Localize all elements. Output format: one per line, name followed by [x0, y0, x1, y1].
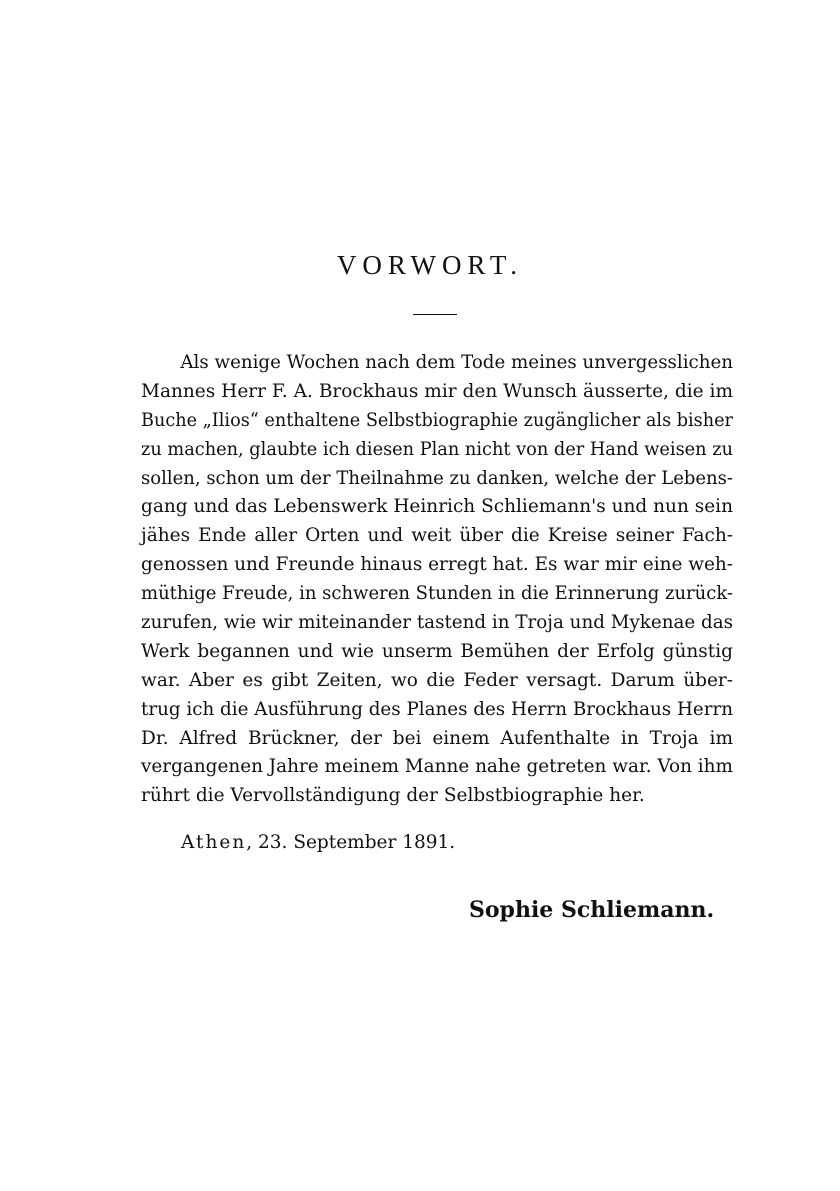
title-divider — [413, 314, 457, 315]
signature: Sophie Schliemann. — [469, 897, 715, 923]
paragraph-line: zurufen, wie wir miteinander tastend in Troja und Mykenae das — [141, 612, 733, 634]
paragraph-line: vergangenen Jahre meinem Manne nahe getreten war. Von ihm — [141, 756, 733, 778]
place-date — [181, 829, 455, 857]
preface-paragraph — [141, 349, 733, 811]
paragraph-line: gang und das Lebenswerk Heinrich Schliemann's und nun sein — [141, 496, 733, 518]
paragraph-line: jähes Ende aller Orten und weit über die Kreise seiner Fach- — [141, 525, 733, 547]
paragraph-line: Dr. Alfred Brückner, der bei einem Aufenthalte in Troja im — [141, 727, 733, 749]
paragraph-line: müthige Freude, in schweren Stunden in die Erinnerung zurück- — [141, 583, 733, 605]
paragraph-line: Buche „Ilios“ enthaltene Selbstbiographie zugänglicher als bisher — [141, 409, 733, 431]
paragraph-line: Mannes Herr F. A. Brockhaus mir den Wunsch äusserte, die im — [141, 380, 733, 402]
page-title: VORWORT. — [336, 250, 524, 280]
place: Athen — [181, 832, 247, 853]
paragraph-line: genossen und Freunde hinaus erregt hat. Es war mir eine weh- — [141, 554, 733, 576]
paragraph-line: Werk begannen und wie unserm Bemühen der Erfolg günstig — [141, 640, 733, 662]
date: , 23. September 1891. — [246, 832, 456, 853]
paragraph-line: rührt die Vervollständigung der Selbstbiographie her. — [141, 785, 645, 807]
paragraph-line: sollen, schon um der Theilnahme zu danken, welche der Lebens- — [141, 467, 733, 489]
paragraph-line: Als wenige Wochen nach dem Tode meines unvergesslichen — [180, 352, 733, 373]
paragraph-line: trug ich die Ausführung des Planes des Herrn Brockhaus Herrn — [141, 698, 733, 720]
paragraph-line: war. Aber es gibt Zeiten, wo die Feder versagt. Darum über- — [141, 669, 733, 691]
paragraph-line: zu machen, glaubte ich diesen Plan nicht von der Hand weisen zu — [141, 438, 733, 460]
